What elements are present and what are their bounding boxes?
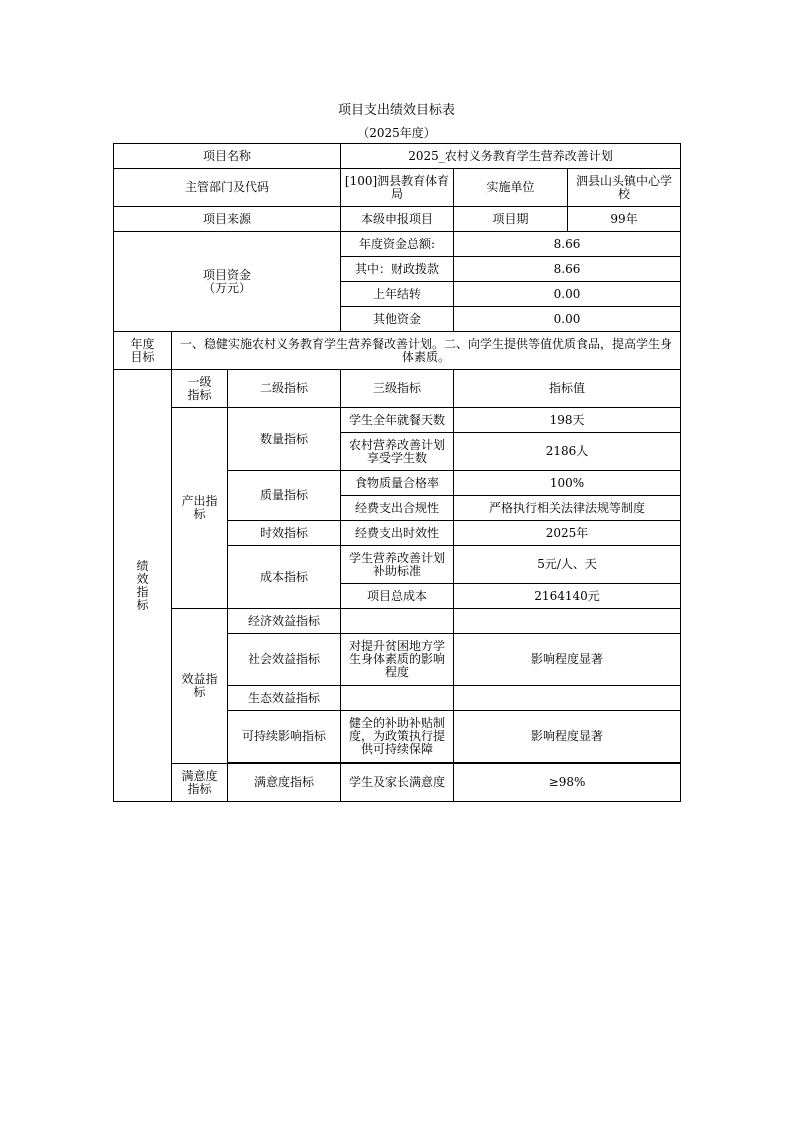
indicator-name: 农村营养改善计划享受学生数 xyxy=(341,433,454,471)
satisfaction-indicator-line1: 满意度 xyxy=(181,768,218,783)
annual-total-label: 年度资金总额: xyxy=(341,232,454,257)
dept-code-value: [100]泗县教育体育局 xyxy=(341,169,454,207)
indicator-name: 经费支出时效性 xyxy=(341,521,454,546)
performance-table xyxy=(113,143,681,802)
indicator-value: 100% xyxy=(454,471,681,496)
funds-label-line1: 项目资金 xyxy=(203,267,252,282)
annual-goal-label-line1: 年度 xyxy=(130,336,155,351)
impl-unit-label: 实施单位 xyxy=(454,169,568,207)
indicator-value: 影响程度显著 xyxy=(454,711,681,763)
ecological-indicator: 生态效益指标 xyxy=(228,686,341,711)
indicator-value: 2186人 xyxy=(454,433,681,471)
header-value: 指标值 xyxy=(454,370,681,408)
performance-indicators-label xyxy=(114,370,172,802)
indicator-name: 食物质量合格率 xyxy=(341,471,454,496)
project-name-value: 2025_农村义务教育学生营养改善计划 xyxy=(341,144,681,169)
annual-goal-label xyxy=(114,332,172,370)
indicator-name: 经费支出合规性 xyxy=(341,496,454,521)
indicator-name-empty xyxy=(341,686,454,711)
annual-goal-text: 一、稳健实施农村义务教育学生营养餐改善计划。二、向学生提供等值优质食品，提高学生身体素质。 xyxy=(172,332,681,370)
satisfaction-level2: 满意度指标 xyxy=(228,764,341,802)
timeliness-indicator: 时效指标 xyxy=(228,521,341,546)
page-title: 项目支出绩效目标表 xyxy=(337,103,455,118)
benefit-indicator xyxy=(172,609,228,764)
header-level2: 二级指标 xyxy=(228,370,341,408)
period-value: 99年 xyxy=(568,207,681,232)
other-funds-value: 0.00 xyxy=(454,307,681,332)
other-funds-label: 其他资金 xyxy=(341,307,454,332)
indicator-value: 严格执行相关法律法规等制度 xyxy=(454,496,681,521)
indicator-value-empty xyxy=(454,609,681,634)
indicator-name-empty xyxy=(341,609,454,634)
indicator-name: 健全的补助补贴制度，为政策执行提供可持续保障 xyxy=(341,711,454,763)
indicator-value: 2164140元 xyxy=(454,584,681,609)
source-value: 本级申报项目 xyxy=(341,207,454,232)
fiscal-label: 其中：财政拨款 xyxy=(341,257,454,282)
dept-code-label: 主管部门及代码 xyxy=(114,169,341,207)
annual-total-value: 8.66 xyxy=(454,232,681,257)
indicator-value: 198天 xyxy=(454,408,681,433)
indicator-name: 学生全年就餐天数 xyxy=(341,408,454,433)
perf-char-2: 效 xyxy=(136,571,149,586)
header-level1 xyxy=(172,370,228,408)
header-level3: 三级指标 xyxy=(341,370,454,408)
quality-indicator: 质量指标 xyxy=(228,471,341,521)
perf-char-1: 绩 xyxy=(136,558,149,573)
fiscal-value: 8.66 xyxy=(454,257,681,282)
project-name-label: 项目名称 xyxy=(114,144,341,169)
indicator-name: 项目总成本 xyxy=(341,584,454,609)
indicator-name: 学生营养改善计划补助标准 xyxy=(341,546,454,584)
funds-label-line2: （万元） xyxy=(203,280,252,295)
indicator-value: 2025年 xyxy=(454,521,681,546)
carryover-value: 0.00 xyxy=(454,282,681,307)
output-indicator xyxy=(172,408,228,609)
period-label: 项目期 xyxy=(454,207,568,232)
impl-unit-value: 泗县山头镇中心学校 xyxy=(568,169,681,207)
carryover-label: 上年结转 xyxy=(341,282,454,307)
source-label: 项目来源 xyxy=(114,207,341,232)
header-level1-line2: 指标 xyxy=(187,387,212,402)
benefit-indicator-line1: 效益指 xyxy=(181,672,218,686)
indicator-value: 5元/人、天 xyxy=(454,546,681,584)
annual-goal-label-line2: 目标 xyxy=(130,349,155,364)
header-level1-line1: 一级 xyxy=(187,374,212,389)
indicator-name: 对提升贫困地方学生身体素质的影响程度 xyxy=(341,634,454,686)
output-indicator-line1: 产出指 xyxy=(181,494,218,508)
indicator-value: 影响程度显著 xyxy=(454,634,681,686)
cost-indicator: 成本指标 xyxy=(228,546,341,609)
economic-indicator: 经济效益指标 xyxy=(228,609,341,634)
indicator-name: 学生及家长满意度 xyxy=(341,764,454,802)
benefit-indicator-line2: 标 xyxy=(193,685,206,699)
sustainability-indicator: 可持续影响指标 xyxy=(228,711,341,763)
perf-char-3: 指 xyxy=(136,584,149,599)
quantity-indicator: 数量指标 xyxy=(228,408,341,471)
satisfaction-indicator-line2: 指标 xyxy=(187,781,212,796)
indicator-value: ≥98% xyxy=(454,764,681,802)
indicator-value-empty xyxy=(454,686,681,711)
perf-char-4: 标 xyxy=(136,597,149,612)
output-indicator-line2: 标 xyxy=(193,507,206,521)
satisfaction-indicator xyxy=(172,764,228,802)
page-subtitle: （2025年度） xyxy=(357,126,436,140)
funds-label xyxy=(114,232,341,332)
social-indicator: 社会效益指标 xyxy=(228,634,341,686)
